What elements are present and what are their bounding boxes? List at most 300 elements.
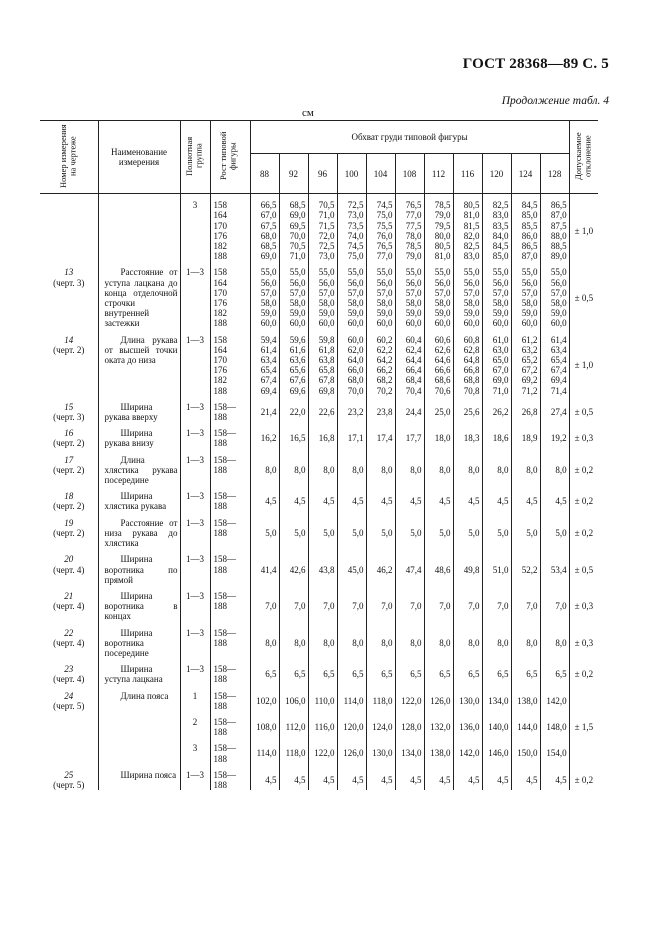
figure-height [210, 622, 250, 659]
measurement-value: 82,0 [463, 230, 480, 241]
value-cell [250, 685, 279, 711]
measurement-value: 57,0 [347, 287, 364, 298]
fullness-group: 1—3 [180, 585, 210, 622]
value-cell [395, 548, 424, 585]
measurement-value: 61,0 [492, 334, 509, 345]
measurement-num: 19 [64, 517, 74, 528]
measurement-value: 65,6 [289, 365, 306, 376]
value-cell [424, 585, 453, 622]
measurements-table [40, 120, 598, 790]
measurement-name-text: Ширина рукава внизу [104, 428, 154, 449]
measurement-value: 6,5 [497, 669, 509, 680]
value-cell [395, 622, 424, 659]
tolerance: ± 0,2 [569, 512, 598, 549]
measurement-value: 68,5 [260, 241, 277, 252]
measurement-value: 8,0 [381, 637, 393, 648]
chest-size-104: 104 [366, 154, 395, 194]
measurement-value: 52,2 [521, 564, 538, 575]
height-value: 188 [213, 753, 227, 764]
measurement-value: 6,5 [323, 669, 335, 680]
value-cell [250, 329, 279, 396]
height-value: 170 [213, 287, 227, 298]
value-cell [308, 622, 337, 659]
measurement-value: 18,3 [463, 433, 480, 444]
measurement-value: 4,5 [381, 774, 393, 785]
measurement-value: 59,0 [463, 308, 480, 319]
measurement-value: 118,0 [285, 748, 306, 759]
value-cell [337, 585, 366, 622]
value-cell [453, 512, 482, 549]
chest-size-116: 116 [453, 154, 482, 194]
measurement-value: 4,5 [439, 496, 451, 507]
measurement-value: 7,0 [381, 601, 393, 612]
measurement-number [40, 622, 98, 659]
chest-size-112: 112 [424, 154, 453, 194]
height-value: 188 [213, 601, 227, 612]
measurement-value: 69,4 [260, 385, 277, 396]
measurement-value: 22,6 [318, 406, 335, 417]
value-cell [511, 658, 540, 684]
measurement-value: 60,0 [521, 318, 538, 329]
fullness-group: 3 [180, 737, 210, 763]
measurement-number [40, 585, 98, 622]
measurement-value: 60,0 [347, 318, 364, 329]
measurement-value: 58,0 [347, 298, 364, 309]
value-cell [366, 764, 395, 790]
measurement-name [98, 422, 180, 448]
height-value: 158 [213, 267, 227, 278]
value-cell [366, 396, 395, 422]
measurement-value: 4,5 [352, 774, 364, 785]
table-row [40, 764, 598, 790]
measurement-value: 70,8 [463, 385, 480, 396]
measurement-name-text: Расстояние от низа рукава до хлястика [104, 517, 178, 549]
measurement-value: 80,5 [434, 241, 451, 252]
measurement-value: 83,0 [463, 251, 480, 262]
measurement-value: 69,8 [318, 385, 335, 396]
measurement-value: 70,6 [434, 385, 451, 396]
height-value: 188 [213, 438, 227, 449]
value-cell [308, 329, 337, 396]
value-cell [337, 658, 366, 684]
measurement-name [98, 622, 180, 659]
measurement-value: 4,5 [323, 774, 335, 785]
fullness-group: 1—3 [180, 622, 210, 659]
figure-height [210, 512, 250, 549]
measurement-value: 8,0 [352, 464, 364, 475]
value-cell [279, 485, 308, 511]
measurement-name-text: Ширина уступа лацкана [104, 664, 163, 685]
measurement-value: 7,0 [265, 601, 277, 612]
figure-height [210, 737, 250, 763]
measurement-value: 138,0 [517, 695, 538, 706]
measurement-value: 7,0 [497, 601, 509, 612]
tolerance: ± 0,2 [569, 449, 598, 486]
measurement-value: 57,0 [492, 287, 509, 298]
measurement-value: 75,0 [376, 210, 393, 221]
value-cell [482, 622, 511, 659]
value-cell [337, 737, 366, 763]
value-cell [540, 685, 569, 711]
measurement-value: 69,0 [289, 210, 306, 221]
drawing-reference: (черт. 5) [53, 700, 85, 711]
measurement-value: 82,5 [463, 241, 480, 252]
measurement-value: 5,0 [294, 527, 306, 538]
drawing-reference: (черт. 4) [53, 564, 85, 575]
measurement-value: 6,5 [555, 669, 567, 680]
height-value: 176 [213, 298, 227, 309]
measurement-value: 4,5 [468, 774, 480, 785]
value-cell [511, 396, 540, 422]
measurement-value: 60,0 [376, 318, 393, 329]
measurement-value: 106,0 [285, 695, 306, 706]
measurement-value: 55,0 [463, 267, 480, 278]
tolerance: ± 0,3 [569, 422, 598, 448]
value-cell [366, 711, 395, 737]
value-cell [540, 512, 569, 549]
measurement-name [98, 685, 180, 711]
value-cell [395, 658, 424, 684]
value-cell [511, 711, 540, 737]
measurement-value: 87,5 [550, 220, 567, 231]
measurement-name [98, 329, 180, 396]
measurement-number [40, 261, 98, 328]
tolerance: ± 0,5 [569, 396, 598, 422]
value-cell [540, 585, 569, 622]
height-value: 158— [213, 627, 236, 638]
fullness-group: 1—3 [180, 261, 210, 328]
measurement-value: 4,5 [410, 774, 422, 785]
measurement-value: 60,0 [492, 318, 509, 329]
value-cell [424, 329, 453, 396]
measurement-value: 144,0 [517, 722, 538, 733]
measurement-value: 60,4 [405, 334, 422, 345]
measurement-value: 4,5 [468, 496, 480, 507]
measurement-value: 56,0 [492, 277, 509, 288]
measurement-value: 85,5 [521, 220, 538, 231]
value-cell [511, 764, 540, 790]
value-cell [366, 622, 395, 659]
value-cell [308, 585, 337, 622]
figure-height [210, 422, 250, 448]
value-cell [453, 585, 482, 622]
fullness-group: 1—3 [180, 485, 210, 511]
value-cell [424, 764, 453, 790]
measurement-value: 69,5 [289, 220, 306, 231]
measurement-value: 60,2 [376, 334, 393, 345]
measurement-value: 43,8 [318, 564, 335, 575]
measurement-value: 66,4 [405, 365, 422, 376]
measurement-name [98, 396, 180, 422]
figure-height [210, 685, 250, 711]
value-cell [308, 685, 337, 711]
measurement-value: 7,0 [555, 601, 567, 612]
table-row [40, 585, 598, 622]
value-cell [366, 485, 395, 511]
measurement-num: 13 [64, 267, 74, 278]
measurement-value: 4,5 [526, 774, 538, 785]
measurement-value: 4,5 [265, 496, 277, 507]
tolerance: ± 1,5 [569, 711, 598, 737]
measurement-value: 53,4 [550, 564, 567, 575]
value-cell [308, 548, 337, 585]
value-cell [540, 261, 569, 328]
measurement-num: 24 [64, 690, 74, 701]
value-cell [308, 449, 337, 486]
measurement-value: 84,5 [521, 200, 538, 211]
value-cell [250, 512, 279, 549]
measurement-value: 45,0 [347, 564, 364, 575]
measurement-value: 67,8 [318, 375, 335, 386]
measurement-value: 4,5 [265, 774, 277, 785]
measurement-value: 4,5 [439, 774, 451, 785]
measurement-value: 83,5 [492, 220, 509, 231]
value-cell [279, 449, 308, 486]
measurement-name [98, 737, 180, 763]
measurement-num: 17 [64, 454, 74, 465]
measurement-value: 57,0 [376, 287, 393, 298]
measurement-value: 81,5 [463, 220, 480, 231]
tolerance: ± 0,2 [569, 764, 598, 790]
value-cell [337, 711, 366, 737]
value-cell [540, 711, 569, 737]
value-cell [337, 622, 366, 659]
measurement-value: 8,0 [497, 637, 509, 648]
value-cell [366, 685, 395, 711]
measurement-value: 4,5 [497, 774, 509, 785]
value-cell [511, 585, 540, 622]
measurement-value: 22,0 [289, 406, 306, 417]
measurement-value: 74,5 [347, 241, 364, 252]
height-value: 188 [213, 251, 227, 262]
header-figure-height: Рост типовой фигуры [210, 121, 250, 194]
measurement-value: 66,6 [434, 365, 451, 376]
measurement-value: 21,4 [260, 406, 277, 417]
measurement-value: 61,4 [260, 344, 277, 355]
drawing-reference: (черт. 2) [53, 501, 85, 512]
measurement-value: 58,0 [318, 298, 335, 309]
value-cell [482, 685, 511, 711]
measurement-name-text: Ширина воротника по прямой [104, 554, 178, 585]
measurement-value: 80,5 [463, 200, 480, 211]
measurement-value: 8,0 [526, 464, 538, 475]
value-cell [511, 194, 540, 262]
measurement-value: 8,0 [352, 637, 364, 648]
measurement-value: 61,2 [521, 334, 538, 345]
measurement-value: 61,6 [289, 344, 306, 355]
tolerance [569, 685, 598, 711]
measurement-value: 78,5 [405, 241, 422, 252]
measurement-value: 4,5 [294, 774, 306, 785]
measurement-value: 58,0 [521, 298, 538, 309]
measurement-value: 74,5 [376, 200, 393, 211]
height-value: 158— [213, 664, 236, 675]
drawing-reference: (черт. 5) [53, 779, 85, 790]
measurement-value: 56,0 [347, 277, 364, 288]
value-cell [395, 396, 424, 422]
measurement-value: 67,2 [521, 365, 538, 376]
height-value: 158— [213, 454, 236, 465]
value-cell [279, 685, 308, 711]
value-cell [453, 485, 482, 511]
tolerance: ± 0,3 [569, 622, 598, 659]
table-row [40, 485, 598, 511]
measurement-value: 63,2 [521, 344, 538, 355]
measurement-value: 60,0 [260, 318, 277, 329]
value-cell [250, 396, 279, 422]
measurement-value: 68,0 [260, 230, 277, 241]
value-cell [395, 711, 424, 737]
measurement-value: 25,0 [434, 406, 451, 417]
units-label: см [302, 107, 314, 119]
measurement-value: 56,0 [521, 277, 538, 288]
height-value: 188 [213, 564, 227, 575]
measurement-name-text: Длина хлястика рукава посередине [104, 454, 178, 486]
value-cell [308, 512, 337, 549]
value-cell [308, 737, 337, 763]
measurement-num: 14 [64, 334, 74, 345]
value-cell [366, 194, 395, 262]
measurement-value: 56,0 [434, 277, 451, 288]
measurement-value: 5,0 [410, 527, 422, 538]
measurement-value: 72,0 [318, 230, 335, 241]
table-row [40, 548, 598, 585]
measurement-value: 55,0 [347, 267, 364, 278]
measurement-value: 59,0 [289, 308, 306, 319]
measurement-value: 65,2 [521, 355, 538, 366]
measurement-value: 136,0 [459, 722, 480, 733]
measurement-value: 64,2 [376, 355, 393, 366]
measurement-value: 8,0 [323, 464, 335, 475]
value-cell [540, 764, 569, 790]
measurement-value: 71,2 [521, 385, 538, 396]
value-cell [395, 261, 424, 328]
value-cell [453, 396, 482, 422]
value-cell [395, 485, 424, 511]
measurement-number [40, 485, 98, 511]
measurement-value: 64,0 [347, 355, 364, 366]
measurement-value: 6,5 [294, 669, 306, 680]
measurement-value: 5,0 [265, 527, 277, 538]
measurement-value: 66,2 [376, 365, 393, 376]
value-cell [337, 329, 366, 396]
measurement-value: 4,5 [381, 496, 393, 507]
measurement-value: 58,0 [405, 298, 422, 309]
measurement-name [98, 512, 180, 549]
height-value: 182 [213, 241, 227, 252]
value-cell [308, 261, 337, 328]
measurement-value: 58,0 [434, 298, 451, 309]
value-cell [511, 329, 540, 396]
measurement-name [98, 194, 180, 262]
measurement-value: 26,8 [521, 406, 538, 417]
figure-height [210, 485, 250, 511]
height-value: 158— [213, 428, 236, 439]
value-cell [424, 658, 453, 684]
measurement-value: 16,8 [318, 433, 335, 444]
height-value: 158— [213, 401, 236, 412]
value-cell [250, 194, 279, 262]
measurement-value: 19,2 [550, 433, 567, 444]
measurement-value: 81,0 [463, 210, 480, 221]
measurement-value: 58,0 [376, 298, 393, 309]
measurement-value: 68,4 [405, 375, 422, 386]
measurement-value: 116,0 [314, 722, 335, 733]
figure-height [210, 658, 250, 684]
height-value: 158 [213, 200, 227, 211]
value-cell [279, 261, 308, 328]
measurement-value: 67,4 [260, 375, 277, 386]
measurement-value: 150,0 [517, 748, 538, 759]
value-cell [366, 261, 395, 328]
figure-height [210, 194, 250, 262]
value-cell [424, 685, 453, 711]
measurement-value: 70,5 [289, 241, 306, 252]
measurement-value: 57,0 [289, 287, 306, 298]
measurement-value: 126,0 [343, 748, 364, 759]
measurement-value: 68,0 [347, 375, 364, 386]
measurement-value: 154,0 [546, 748, 567, 759]
tolerance: ± 1,0 [569, 194, 598, 262]
measurement-value: 8,0 [468, 637, 480, 648]
value-cell [482, 261, 511, 328]
figure-height [210, 449, 250, 486]
value-cell [279, 329, 308, 396]
measurement-value: 17,1 [347, 433, 364, 444]
measurement-value: 23,8 [376, 406, 393, 417]
measurement-value: 8,0 [381, 464, 393, 475]
value-cell [511, 622, 540, 659]
measurement-value: 5,0 [439, 527, 451, 538]
measurement-value: 8,0 [294, 464, 306, 475]
value-cell [337, 685, 366, 711]
measurement-value: 89,0 [550, 251, 567, 262]
value-cell [453, 737, 482, 763]
value-cell [250, 485, 279, 511]
measurement-value: 62,2 [376, 344, 393, 355]
measurement-value: 55,0 [260, 267, 277, 278]
height-value: 158— [213, 769, 236, 780]
measurement-value: 6,5 [526, 669, 538, 680]
measurement-value: 70,5 [318, 200, 335, 211]
measurement-value: 56,0 [376, 277, 393, 288]
value-cell [482, 396, 511, 422]
measurement-value: 88,0 [550, 230, 567, 241]
measurement-value: 60,0 [289, 318, 306, 329]
measurement-value: 120,0 [343, 722, 364, 733]
chest-size-88: 88 [250, 154, 279, 194]
value-cell [279, 622, 308, 659]
measurement-number [40, 548, 98, 585]
measurement-value: 57,0 [405, 287, 422, 298]
height-value: 158— [213, 517, 236, 528]
measurement-value: 56,0 [550, 277, 567, 288]
value-cell [395, 764, 424, 790]
value-cell [511, 737, 540, 763]
measurement-value: 67,6 [289, 375, 306, 386]
value-cell [279, 422, 308, 448]
measurement-value: 75,0 [347, 251, 364, 262]
drawing-reference: (черт. 3) [53, 412, 85, 423]
measurement-value: 7,0 [439, 601, 451, 612]
measurement-value: 58,0 [289, 298, 306, 309]
table-row [40, 685, 598, 711]
measurement-value: 8,0 [323, 637, 335, 648]
value-cell [424, 711, 453, 737]
measurement-value: 142,0 [546, 695, 567, 706]
value-cell [308, 658, 337, 684]
measurement-number [40, 685, 98, 711]
